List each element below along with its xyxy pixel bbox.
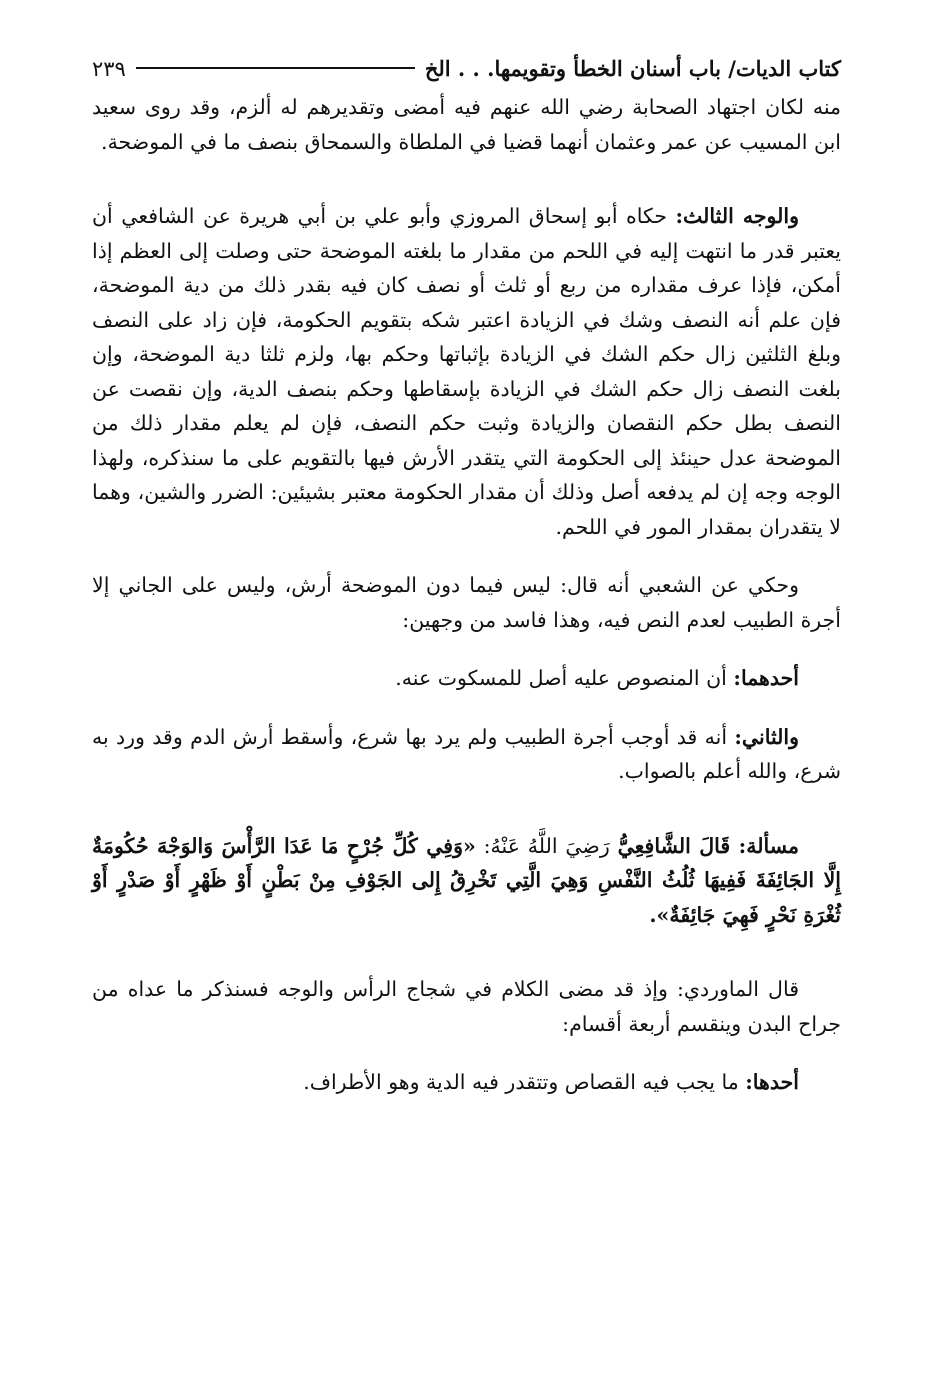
header-rule bbox=[136, 67, 415, 69]
running-header bbox=[92, 52, 841, 86]
paragraph-3: وحكي عن الشعبي أنه قال: ليس فيما دون الموضحة أرش، وليس على الجاني إلا أجرة الطبيب لعدم النص فيه، وهذا فاسد من وجهين: bbox=[92, 573, 841, 632]
paragraph-6-honorific: رَضِيَ اللَّهُ عَنْهُ: bbox=[475, 833, 618, 858]
paragraph-5 bbox=[92, 720, 841, 789]
paragraph-7: قال الماوردي: وإذ قد مضى الكلام في شجاج الرأس والوجه فسنذكر ما عداه من جراح البدن وينقسم أربعة أقسام: bbox=[92, 977, 841, 1036]
paragraph-2 bbox=[92, 199, 841, 544]
paragraph-4-body: أن المنصوص عليه أصل للمسكوت عنه. bbox=[395, 666, 734, 690]
paragraph-4-lead: أحدهما: bbox=[733, 666, 799, 690]
paragraph-5-body: أنه قد أوجب أجرة الطبيب ولم يرد بها شرع، وأسقط أرش الدم وقد ورد به شرع، والله أعلم بالصواب. bbox=[92, 724, 841, 783]
paragraph-6-lead: مسألة: قَالَ الشَّافِعِيُّ bbox=[617, 833, 799, 858]
paragraph-8-body: ما يجب فيه القصاص وتتقدر فيه الدية وهو الأطراف. bbox=[303, 1070, 746, 1094]
paragraph-8 bbox=[92, 1065, 841, 1100]
spacer bbox=[92, 789, 841, 829]
page-number: ٢٣٩ bbox=[92, 57, 126, 81]
spacer bbox=[92, 159, 841, 199]
spacer bbox=[92, 544, 841, 568]
paragraph-6 bbox=[92, 829, 841, 933]
paragraph-8-lead: أحدها: bbox=[745, 1070, 799, 1094]
paragraph-6-quote: «وَفِي كُلِّ جُرْحٍ مَا عَدَا الرَّأْسَ وَالوَجْهَ حُكُومَةٌ إِلَّا الجَائِفَةَ فَفِيهَا ثُلُثُ النَّفْسِ وَهِيَ الَّتِي تَخْرِقُ إِلى الجَوْفِ مِنْ بَطْنٍ أَوْ ظَهْرٍ أَوْ صَدْرٍ أَوْ ثُغْرَةِ نَحْرٍ فَهِيَ جَائِفَةٌ». bbox=[92, 833, 841, 927]
paragraph-5-lead: والثاني: bbox=[734, 724, 799, 749]
paragraph-4 bbox=[92, 661, 841, 696]
running-title: كتاب الديات/ باب أسنان الخطأ وتقويمها. . . الخ bbox=[424, 56, 841, 81]
spacer bbox=[92, 932, 841, 972]
spacer bbox=[92, 696, 841, 720]
paragraph-2-body: حكاه أبو إسحاق المروزي وأبو علي بن أبي هريرة عن الشافعي أن يعتبر قدر ما انتهت إليه في اللحم من مقدار ما بلغته الموضحة حتى وصلت إلى العظم إذا أمكن، فإذا عرف مقداره من ربع أو ثلث أو نصف كان فيه بقدر ذلك من دية الموضحة، فإن علم أنه النصف وشك في الزيادة اعتبر شكه بتقويم الحكومة، فإن زاد على النصف وبلغ الثلثين زال حكم الشك في الزيادة بإثباتها وحكم بها، ولزم ثلثا دية الموضحة، وإن بلغت النصف زال حكم الشك في الزيادة بإسقاطها وحكم بنصف الدية، وإن نقصت عن النصف بطل حكم النقصان والزيادة وثبت حكم النصف، فإن لم يعلم مقدار ذلك من الموضحة عدل حينئذ إلى الحكومة التي يتقدر الأرش فيها بالتقويم على ما سنذكره، ولهذا الوجه وجه إن لم يدفعه أصل وذلك أن مقدار الحكومة معتبر بشيئين: الضرر والشين، وهما لا يتقدران بمقدار المور في اللحم. bbox=[92, 204, 841, 539]
paragraph-2-lead: والوجه الثالث: bbox=[675, 204, 799, 228]
spacer bbox=[92, 1041, 841, 1065]
paragraph-1: منه لكان اجتهاد الصحابة رضي الله عنهم فيه أمضى وتقديرهم له ألزم، وقد روى سعيد ابن المسيب عن عمر وعثمان أنهما قضيا في الملطاة والسمحاق بنصف ما في الموضحة. bbox=[92, 95, 841, 154]
spacer bbox=[92, 637, 841, 661]
